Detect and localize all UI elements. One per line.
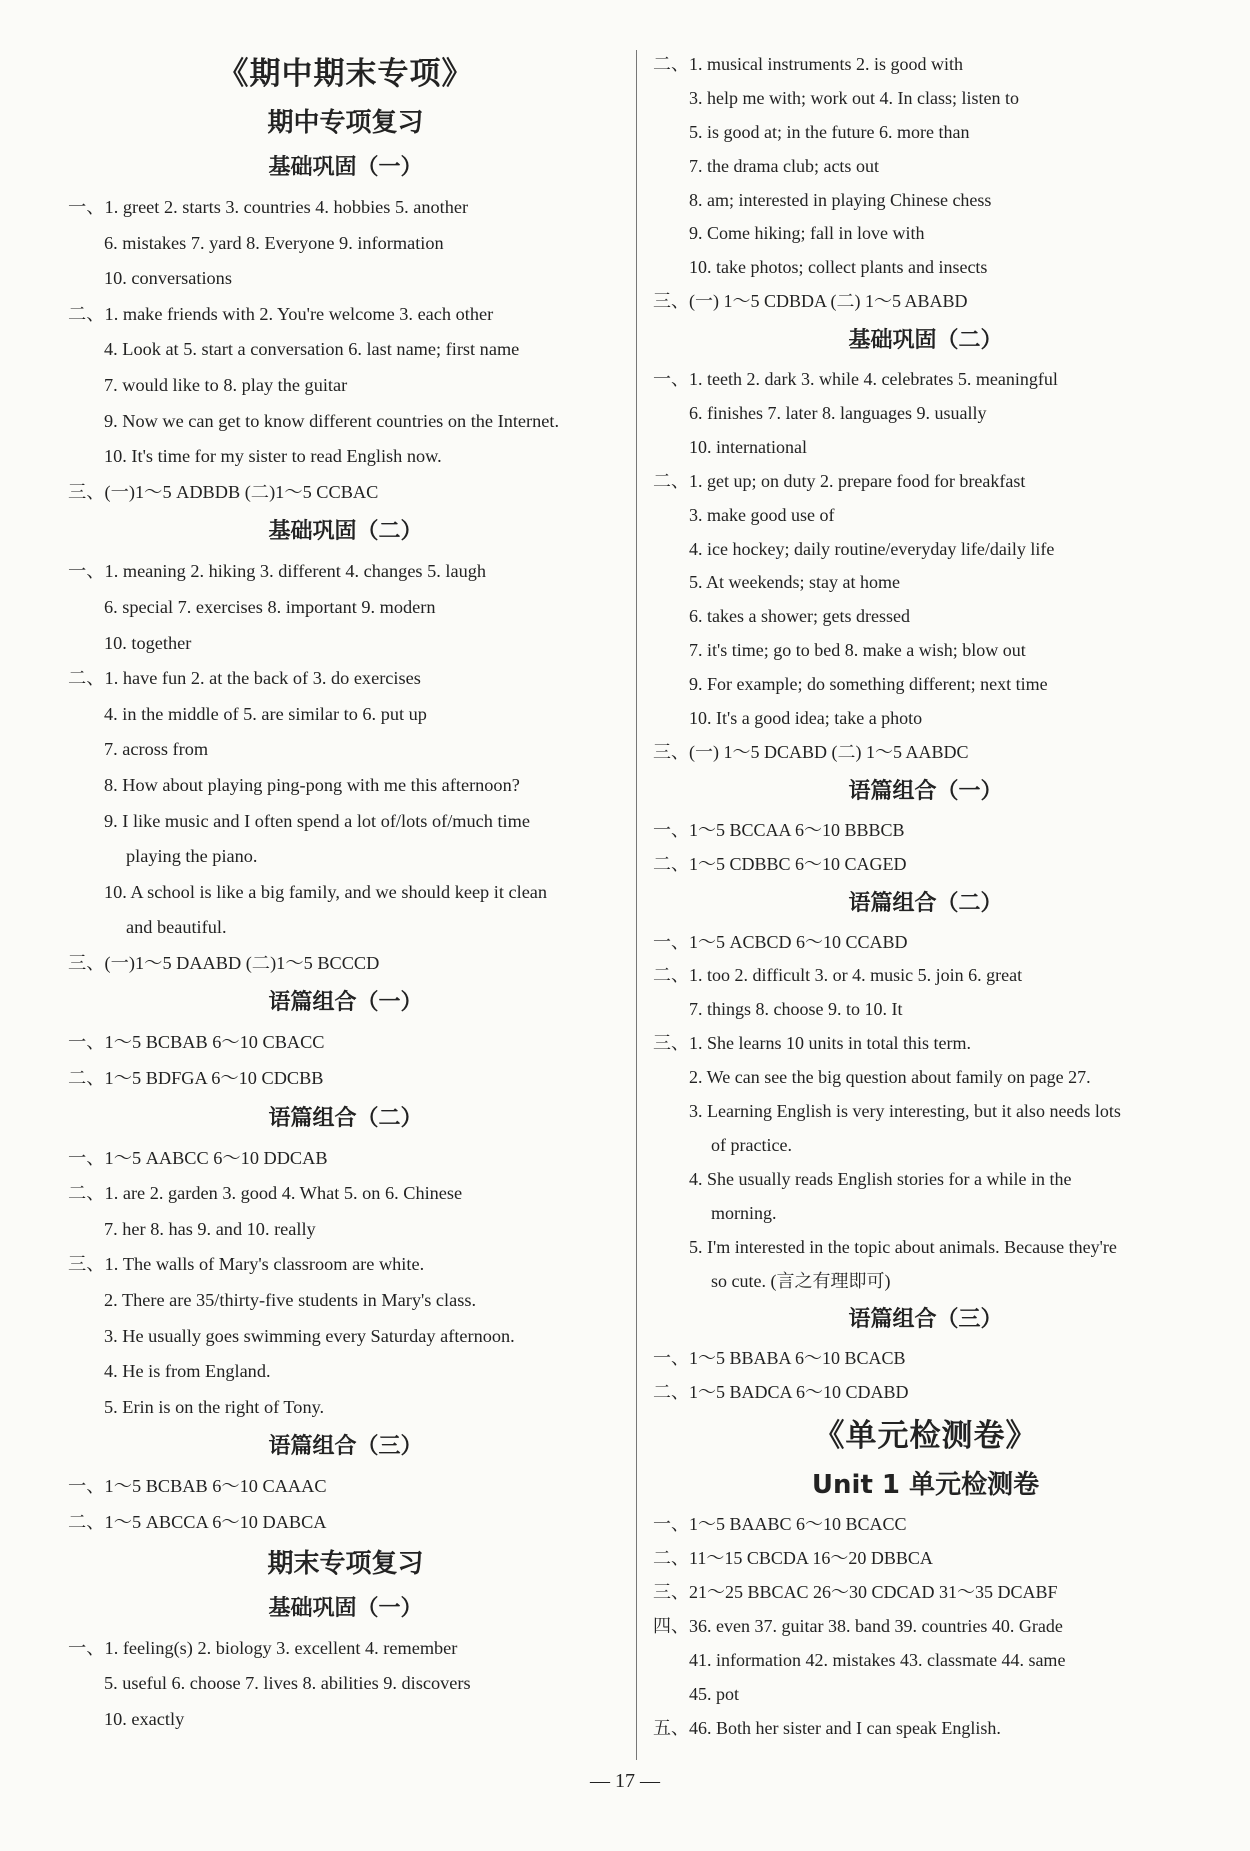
answer-line: 10. together bbox=[104, 632, 192, 653]
answer-line: 6. special 7. exercises 8. important 9. modern bbox=[104, 596, 436, 617]
answer-line: 一、1～5 BCBAB 6～10 CAAAC bbox=[68, 1476, 327, 1497]
answer-line: 3. He usually goes swimming every Saturday afternoon. bbox=[104, 1325, 515, 1346]
answer-line: 10. It's time for my sister to read English now. bbox=[104, 446, 442, 467]
answer-line: 二、1. are 2. garden 3. good 4. What 5. on 6. Chinese bbox=[68, 1183, 463, 1204]
answer-line: 三、21～25 BBCAC 26～30 CDCAD 31～35 DCABF bbox=[653, 1581, 1058, 1602]
answer-line: 4. ice hockey; daily routine/everyday life/daily life bbox=[689, 538, 1055, 559]
subsection-heading: 语篇组合（二） bbox=[268, 1105, 423, 1131]
answer-line: 9. For example; do something different; next time bbox=[689, 674, 1048, 695]
right-column bbox=[653, 48, 1198, 1745]
answer-line: 6. mistakes 7. yard 8. Everyone 9. information bbox=[104, 232, 444, 253]
answer-line: 二、1～5 BADCA 6～10 CDABD bbox=[653, 1382, 909, 1403]
answer-line: 三、(一) 1～5 CDBDA (二) 1～5 ABABD bbox=[653, 291, 968, 312]
answer-line: 5. useful 6. choose 7. lives 8. abilities 9. discovers bbox=[104, 1673, 471, 1694]
answer-line: 二、1. get up; on duty 2. prepare food for breakfast bbox=[653, 470, 1026, 491]
subsection-heading: 语篇组合（二） bbox=[848, 890, 1003, 916]
answer-line: 一、1～5 BBABA 6～10 BCACB bbox=[653, 1348, 906, 1369]
left-column bbox=[68, 48, 623, 1737]
answer-line-continued: and beautiful. bbox=[126, 917, 227, 938]
answer-line: 7. things 8. choose 9. to 10. It bbox=[689, 999, 903, 1020]
subsection-heading: 基础巩固（一） bbox=[268, 1595, 423, 1621]
answer-line: 4. Look at 5. start a conversation 6. last name; first name bbox=[104, 339, 520, 360]
answer-line: 一、1. greet 2. starts 3. countries 4. hobbies 5. another bbox=[68, 197, 469, 217]
answer-line: 41. information 42. mistakes 43. classmate 44. same bbox=[689, 1649, 1066, 1670]
answer-line-continued: morning. bbox=[711, 1202, 777, 1223]
answer-line: 7. it's time; go to bed 8. make a wish; blow out bbox=[689, 640, 1026, 661]
answer-line: 3. help me with; work out 4. In class; listen to bbox=[689, 87, 1019, 108]
answer-line-continued: so cute. (言之有理即可) bbox=[711, 1270, 891, 1291]
section-heading-major: 《期中期末专项》 bbox=[217, 56, 474, 92]
answer-line: 7. would like to 8. play the guitar bbox=[104, 374, 348, 395]
answer-line: 7. her 8. has 9. and 10. really bbox=[104, 1218, 316, 1239]
section-heading: 期中专项复习 bbox=[267, 108, 424, 138]
subsection-heading: 语篇组合（三） bbox=[848, 1307, 1003, 1333]
answer-line: 二、1. too 2. difficult 3. or 4. music 5. join 6. great bbox=[653, 965, 1023, 986]
section-heading: Unit 1 单元检测卷 bbox=[811, 1470, 1040, 1501]
answer-line: 9. I like music and I often spend a lot of/lots of/much time bbox=[104, 810, 530, 831]
subsection-heading: 基础巩固（二） bbox=[848, 328, 1003, 354]
answer-line: 一、1～5 BAABC 6～10 BCACC bbox=[653, 1514, 907, 1535]
answer-line: 4. in the middle of 5. are similar to 6. put up bbox=[104, 703, 427, 724]
section-heading: 期末专项复习 bbox=[267, 1548, 424, 1579]
answer-line: 2. There are 35/thirty-five students in Mary's class. bbox=[104, 1290, 477, 1311]
answer-line: 三、(一) 1～5 DCABD (二) 1～5 AABDC bbox=[653, 741, 969, 762]
answer-line: 一、1～5 ACBCD 6～10 CCABD bbox=[653, 931, 908, 952]
answer-line: 五、46. Both her sister and I can speak English. bbox=[653, 1717, 1001, 1738]
answer-line: 10. A school is like a big family, and we should keep it clean bbox=[104, 881, 548, 902]
answer-line: 三、1. The walls of Mary's classroom are white. bbox=[68, 1254, 425, 1275]
answer-line: 三、(一)1～5 DAABD (二)1～5 BCCCD bbox=[68, 952, 380, 973]
answer-line: 4. He is from England. bbox=[104, 1361, 271, 1382]
answer-line: 9. Come hiking; fall in love with bbox=[689, 223, 925, 244]
answer-line: 10. It's a good idea; take a photo bbox=[689, 708, 923, 729]
answer-line: 二、1～5 ABCCA 6～10 DABCA bbox=[68, 1512, 327, 1532]
answer-line: 9. Now we can get to know different countries on the Internet. bbox=[104, 410, 560, 431]
section-heading-major: 《单元检测卷》 bbox=[813, 1418, 1038, 1455]
answer-line: 3. make good use of bbox=[689, 504, 835, 525]
answer-line: 二、1～5 CDBBC 6～10 CAGED bbox=[653, 853, 907, 874]
page-number: — 17 — bbox=[590, 1770, 660, 1792]
subsection-heading: 语篇组合（一） bbox=[848, 778, 1003, 804]
answer-line: 7. across from bbox=[104, 739, 209, 760]
subsection-heading: 基础巩固（二） bbox=[268, 519, 423, 545]
answer-line: 四、36. even 37. guitar 38. band 39. countries 40. Grade bbox=[653, 1615, 1063, 1636]
answer-line: 10. conversations bbox=[104, 268, 232, 289]
answer-line: 8. am; interested in playing Chinese chess bbox=[689, 189, 992, 210]
answer-line: 4. She usually reads English stories for a while in the bbox=[689, 1168, 1072, 1189]
subsection-heading: 语篇组合（三） bbox=[268, 1434, 423, 1460]
answer-line: 一、1. teeth 2. dark 3. while 4. celebrates 5. meaningful bbox=[653, 369, 1058, 390]
answer-line: 二、1. musical instruments 2. is good with bbox=[653, 54, 963, 74]
answer-line: 5. Erin is on the right of Tony. bbox=[104, 1396, 325, 1417]
answer-line: 5. is good at; in the future 6. more than bbox=[689, 121, 970, 142]
answer-line: 6. finishes 7. later 8. languages 9. usually bbox=[689, 403, 987, 424]
column-divider bbox=[636, 50, 637, 1760]
answer-line: 5. I'm interested in the topic about animals. Because they're bbox=[689, 1236, 1117, 1257]
answer-line: 45. pot bbox=[689, 1683, 740, 1704]
answer-line: 8. How about playing ping-pong with me this afternoon? bbox=[104, 774, 520, 795]
answer-line: 三、(一)1～5 ADBDB (二)1～5 CCBAC bbox=[68, 481, 379, 502]
answer-line: 10. take photos; collect plants and insects bbox=[689, 257, 988, 278]
answer-line: 5. At weekends; stay at home bbox=[689, 572, 900, 593]
answer-line: 一、1～5 BCBAB 6～10 CBACC bbox=[68, 1032, 325, 1053]
answer-line: 3. Learning English is very interesting, but it also needs lots bbox=[689, 1101, 1121, 1122]
answer-line: 7. the drama club; acts out bbox=[689, 155, 879, 176]
answer-line: 二、1. make friends with 2. You're welcome 3. each other bbox=[68, 303, 494, 324]
subsection-heading: 基础巩固（一） bbox=[268, 155, 423, 180]
answer-line: 三、1. She learns 10 units in total this term. bbox=[653, 1033, 971, 1054]
answer-line: 2. We can see the big question about family on page 27. bbox=[689, 1067, 1091, 1088]
answer-line: 一、1～5 AABCC 6～10 DDCAB bbox=[68, 1147, 328, 1168]
answer-line: 一、1～5 BCCAA 6～10 BBBCB bbox=[653, 819, 905, 840]
answer-line-continued: playing the piano. bbox=[126, 846, 258, 867]
answer-line: 10. exactly bbox=[104, 1708, 185, 1729]
subsection-heading: 语篇组合（一） bbox=[268, 990, 423, 1016]
answer-line: 二、1. have fun 2. at the back of 3. do exercises bbox=[68, 668, 421, 689]
answer-line: 二、11～15 CBCDA 16～20 DBBCA bbox=[653, 1548, 933, 1569]
answer-line-continued: of practice. bbox=[711, 1134, 792, 1155]
answer-line: 一、1. meaning 2. hiking 3. different 4. changes 5. laugh bbox=[68, 561, 487, 582]
answer-line: 一、1. feeling(s) 2. biology 3. excellent 4. remember bbox=[68, 1637, 458, 1658]
answer-line: 二、1～5 BDFGA 6～10 CDCBB bbox=[68, 1068, 324, 1089]
answer-line: 6. takes a shower; gets dressed bbox=[689, 606, 910, 627]
answer-line: 10. international bbox=[689, 436, 807, 457]
